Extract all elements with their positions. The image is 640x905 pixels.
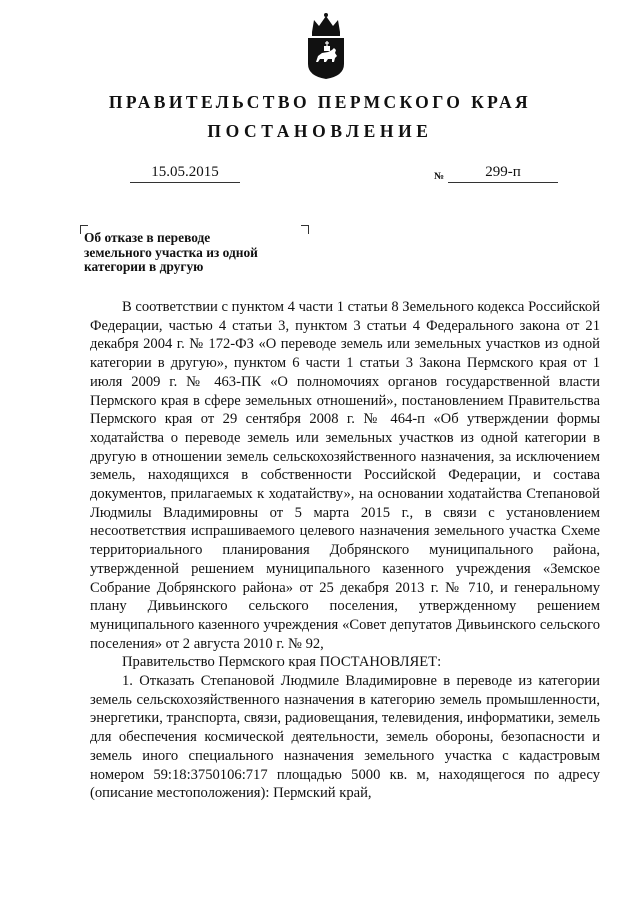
document-body xyxy=(90,298,600,803)
resolution-paragraph: Правительство Пермского края ПОСТАНОВЛЯЕТ: xyxy=(122,654,442,671)
document-subject xyxy=(84,231,304,275)
subject-line: земельного участка из одной xyxy=(84,244,258,260)
perm-krai-coat-of-arms-icon xyxy=(304,12,348,80)
document-number: 299-п xyxy=(448,163,558,183)
number-label: № xyxy=(434,171,445,182)
subject-line: Об отказе в переводе xyxy=(84,230,211,245)
clause-1-paragraph: 1. Отказать Степановой Людмиле Владимировне в переводе из категории земель сельскохозяйственного назначения в категорию земель промышленности, энергетики, транспорта, связи, радиовещания, телевидения, информатики, земель для обеспечения космической деятельности, земель обороны, безопасности и земель иного специального назначения земельного участка с кадастровым номером 59:18:3750106:717 площадью 5000 кв. м, находящегося по адресу (описание местоположения): Пермский край, xyxy=(90,673,600,802)
organization-title: ПРАВИТЕЛЬСТВО ПЕРМСКОГО КРАЯ xyxy=(108,92,532,112)
subject-line: категории в другую xyxy=(84,259,204,274)
document-type-title: ПОСТАНОВЛЕНИЕ xyxy=(207,121,433,141)
preamble-paragraph: В соответствии с пунктом 4 части 1 статьи 8 Земельного кодекса Российской Федерации, частью 4 статьи 3, пунктом 3 статьи 4 Федерального закона от 21 декабря 2004 г. № 172-ФЗ «О переводе земель или земельных участков из одной категории в другую», пунктом 6 части 1 статьи 3 Закона Пермского края от 1 июля 2009 г. № 463-ПК «О полномочиях органов государственной власти Пермского края в сфере земельных отношений», постановлением Правительства Пермского края от 29 сентября 2008 г. № 464-п «Об утверждении формы ходатайства о переводе земель или земельных участков из одной категории в другую в отношении земель сельскохозяйственного назначения, за исключением земель, находящихся в собственности Российской Федерации, и состава документов, прилагаемых к ходатайству», на основании ходатайства Степановой Людмилы Владимировны от 5 марта 2015 г., в связи с установлением несоответствия испрашиваемого целевого назначения земельного участка Схеме территориального планирования Добрянского муниципального района, утвержденной решением муниципального казенного учреждения «Земское Собрание Добрянского района» от 25 декабря 2013 г. № 710, и генеральному плану Дивьинского сельского поселения, утвержденному решением муниципального казенного учреждения «Совет депутатов Дивьинского сельского поселения» от 2 августа 2010 г. № 92, xyxy=(90,299,600,652)
document-date: 15.05.2015 xyxy=(130,163,240,183)
